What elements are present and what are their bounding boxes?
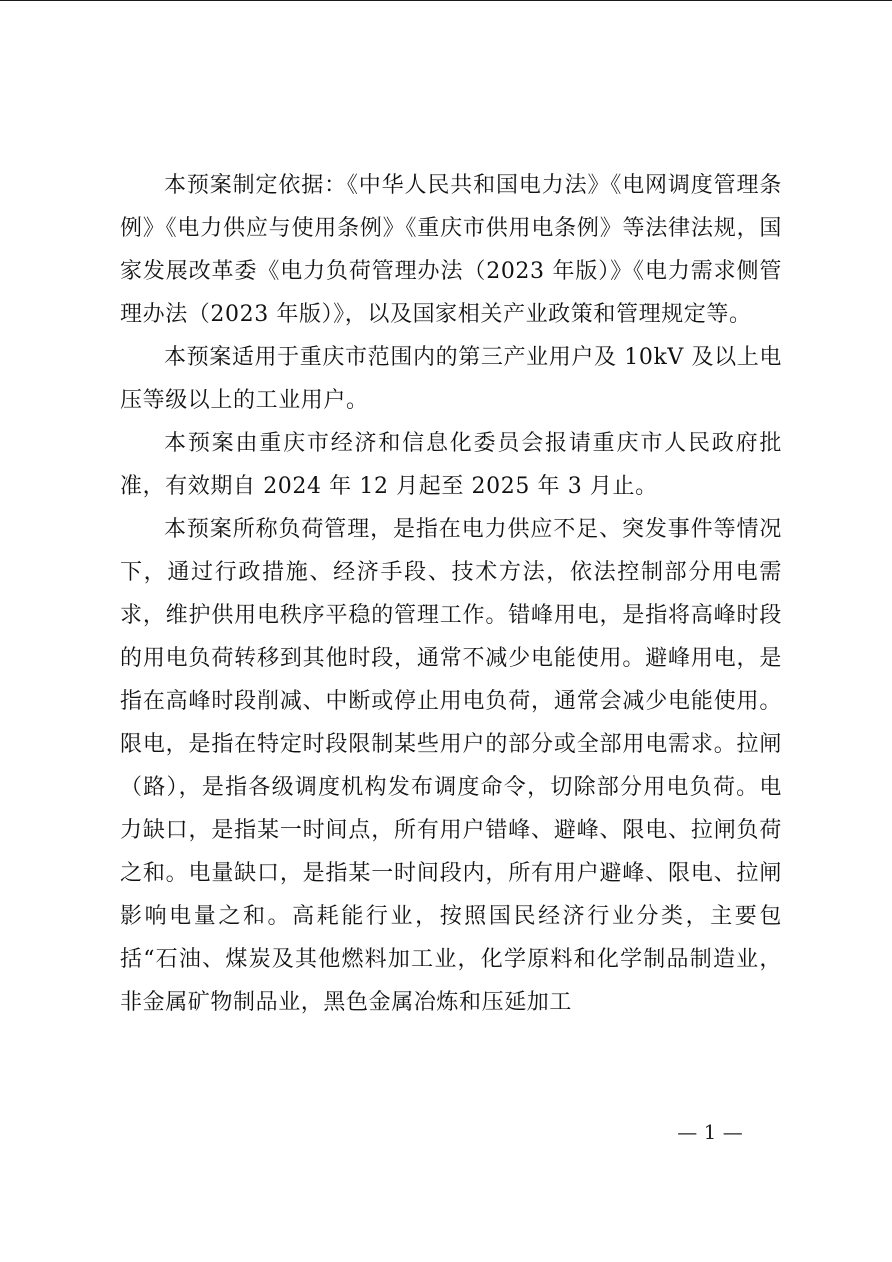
paragraph-legal-basis: 本预案制定依据：《中华人民共和国电力法》《电网调度管理条例》《电力供应与使用条例》《重庆市供用电条例》等法律法规，国家发展改革委《电力负荷管理办法（2023 年版）》《电力需求侧管理办法（2023 年版）》，以及国家相关产业政策和管理规定等。	[120, 173, 782, 327]
document-body	[120, 164, 782, 1024]
paragraph-definitions: 本预案所称负荷管理，是指在电力供应不足、突发事件等情况下，通过行政措施、经济手段、技术方法，依法控制部分用电需求，维护供用电秩序平稳的管理工作。错峰用电，是指将高峰时段的用电负荷转移到其他时段，通常不减少电能使用。避峰用电，是指在高峰时段削减、中断或停止用电负荷，通常会减少电能使用。限电，是指在特定时段限制某些用户的部分或全部用电需求。拉闸（路），是指各级调度机构发布调度命令，切除部分用电负荷。电力缺口，是指某一时间点，所有用户错峰、避峰、限电、拉闸负荷之和。电量缺口，是指某一时间段内，所有用户避峰、限电、拉闸影响电量之和。高耗能行业，按照国民经济行业分类，主要包括“石油、煤炭及其他燃料加工业，化学原料和化学制品制造业，非金属矿物制品业，黑色金属冶炼和压延加工	[120, 517, 782, 1015]
paragraph-scope: 本预案适用于重庆市范围内的第三产业用户及 10kV 及以上电压等级以上的工业用户。	[120, 345, 782, 413]
page-number: — 1 —	[677, 1120, 743, 1144]
top-border-line	[0, 0, 892, 1]
paragraph-validity: 本预案由重庆市经济和信息化委员会报请重庆市人民政府批准，有效期自 2024 年 12 月起至 2025 年 3 月止。	[120, 431, 782, 499]
